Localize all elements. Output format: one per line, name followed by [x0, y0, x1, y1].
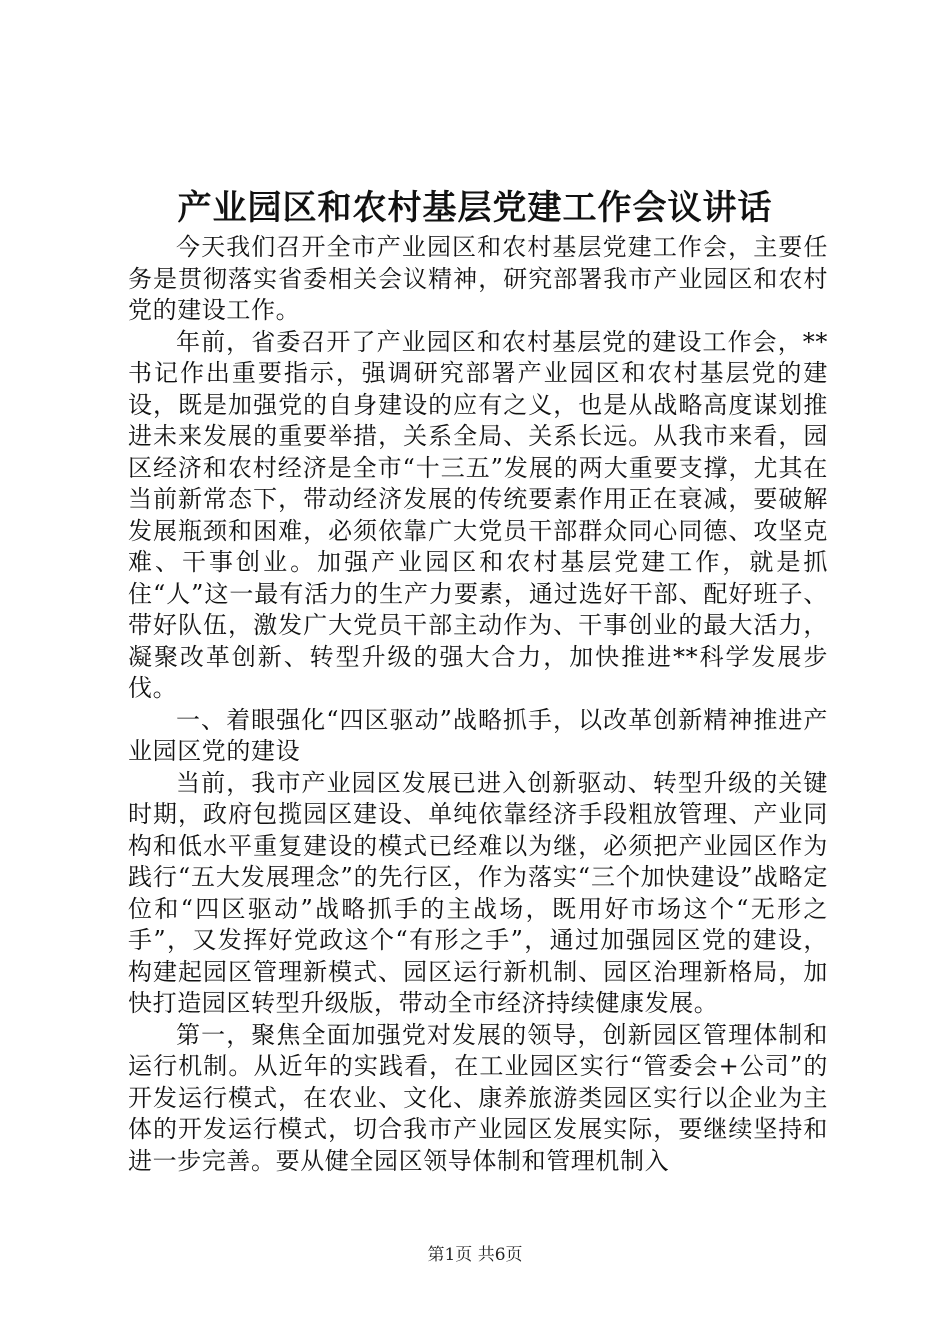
paragraph-background: 年前，省委召开了产业园区和农村基层党的建设工作会，**书记作出重要指示，强调研究部署产业园区和农村基层党的建设，既是加强党的自身建设的应有之义，也是从战略高度谋划推进未来发展的重要举措，关系全局、关系长远。从我市来看，园区经济和农村经济是全市“十三五”发展的两大重要支撑，尤其在当前新常态下，带动经济发展的传统要素作用正在衰减，要破解发展瓶颈和困难，必须依靠广大党员干部群众同心同德、攻坚克难、干事创业。加强产业园区和农村基层党建工作，就是抓住“人”这一最有活力的生产力要素，通过选好干部、配好班子、带好队伍，激发广大党员干部主动作为、干事创业的最大活力，凝聚改革创新、转型升级的强大合力，加快推进**科学发展步伐。 — [128, 327, 828, 702]
document-body — [128, 232, 828, 1177]
paragraph-first-point: 第一，聚焦全面加强党对发展的领导，创新园区管理体制和运行机制。从近年的实践看，在工业园区实行“管委会+公司”的开发运行模式，在农业、文化、康养旅游类园区实行以企业为主体的开发运行模式，切合我市产业园区发展实际，要继续坚持和进一步完善。要从健全园区领导体制和管理机制入 — [128, 1020, 828, 1175]
paragraph-current-situation: 当前，我市产业园区发展已进入创新驱动、转型升级的关键时期，政府包揽园区建设、单纯依靠经济手段粗放管理、产业同构和低水平重复建设的模式已经难以为继，必须把产业园区作为践行“五大发展理念”的先行区，作为落实“三个加快建设”战略定位和“四区驱动”战略抓手的主战场，既用好市场这个“无形之手”，又发挥好党政这个“有形之手”，通过加强园区党的建设，构建起园区管理新模式、园区运行新机制、园区治理新格局，加快打造园区转型升级版，带动全市经济持续健康发展。 — [128, 768, 828, 1017]
page-number-footer: 第1页 共6页 — [427, 1245, 523, 1265]
paragraph-intro: 今天我们召开全市产业园区和农村基层党建工作会，主要任务是贯彻落实省委相关会议精神，研究部署我市产业园区和农村党的建设工作。 — [128, 233, 828, 324]
section-heading-one: 一、着眼强化“四区驱动”战略抓手，以改革创新精神推进产业园区党的建设 — [128, 705, 828, 765]
document-title: 产业园区和农村基层党建工作会议讲话 — [177, 188, 773, 228]
